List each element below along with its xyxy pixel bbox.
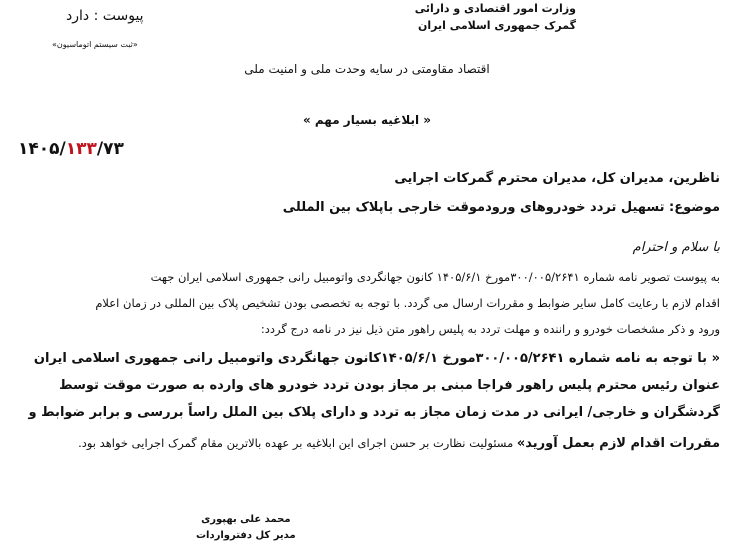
greeting: با سلام و احترام — [632, 240, 720, 255]
organization-name: گمرک جمهوری اسلامی ایران — [417, 19, 576, 32]
ministry-header — [415, 0, 576, 34]
body-line-2: اقدام لازم با رعایت کامل سایر ضوابط و مقررات ارسال می گردد. با توجه به تخصصی بودن تشخیص پلاک بین المللی در زمان اعلام — [95, 296, 720, 310]
addressees: ناظرین، مدیران کل، مدیران محترم گمرکات اجرایی — [394, 171, 720, 186]
reference-number-suffix: /۷۳ — [96, 139, 124, 159]
subject-line: موضوع: تسهیل تردد خودروهای ورودموقت خارجی باپلاک بین المللی — [282, 200, 720, 215]
automation-note: «ثبت سیستم اتوماسیون» — [52, 40, 138, 49]
notice-title: « ابلاغیه بسیار مهم » — [302, 113, 432, 127]
ministry-name: وزارت امور اقتصادی و دارائی — [414, 2, 576, 15]
signatory-name: محمد علی بهپوری — [201, 514, 291, 525]
quoted-line-3: گردشگران و خارجی/ ایرانی در مدت زمان مجاز به تردد و دارای پلاک بین الملل راساً بررسی و برابر ضوابط و — [28, 405, 720, 420]
quoted-closing: مقررات اقدام لازم بعمل آورید» — [516, 436, 720, 451]
quoted-line-2: عنوان رئیس محترم پلیس راهور فراجا مبنی بر مجاز بودن تردد خودرو های وارده به صورت موقت توسط — [59, 378, 720, 393]
signatory-title: مدیر کل دفترواردات — [196, 530, 296, 541]
body-line-1: به پیوست تصویر نامه شماره ۳۰۰/۰۰۵/۲۶۴۱مورخ ۱۴۰۵/۶/۱ کانون جهانگردی واتومبیل رانی جمهوری اسلامی ایران جهت — [150, 270, 720, 284]
quoted-line-1: « با توجه به نامه شماره ۳۰۰/۰۰۵/۲۶۴۱مورخ ۱۴۰۵/۶/۱کانون جهانگردی واتومبیل رانی جمهوری اسلامی ایران — [33, 351, 720, 366]
quoted-line-4 — [78, 432, 720, 451]
reference-number-year: ۱۴۰۵/ — [18, 139, 66, 159]
responsibility-note: مسئولیت نظارت بر حسن اجرای این ابلاغیه بر عهده بالاترین مقام گمرک اجرایی خواهد بود. — [78, 436, 517, 450]
attachment-note: پیوست : دارد — [66, 8, 144, 24]
reference-number — [18, 139, 124, 159]
slogan: اقتصاد مقاومتی در سایه وحدت ملی و امنیت ملی — [244, 62, 490, 76]
signature-block — [196, 512, 296, 544]
body-line-3: ورود و ذکر مشخصات خودرو و راننده و مهلت تردد به پلیس راهور متن ذیل نیز در نامه درج گردد: — [260, 322, 720, 336]
reference-number-serial: ۱۳۳ — [65, 139, 97, 159]
